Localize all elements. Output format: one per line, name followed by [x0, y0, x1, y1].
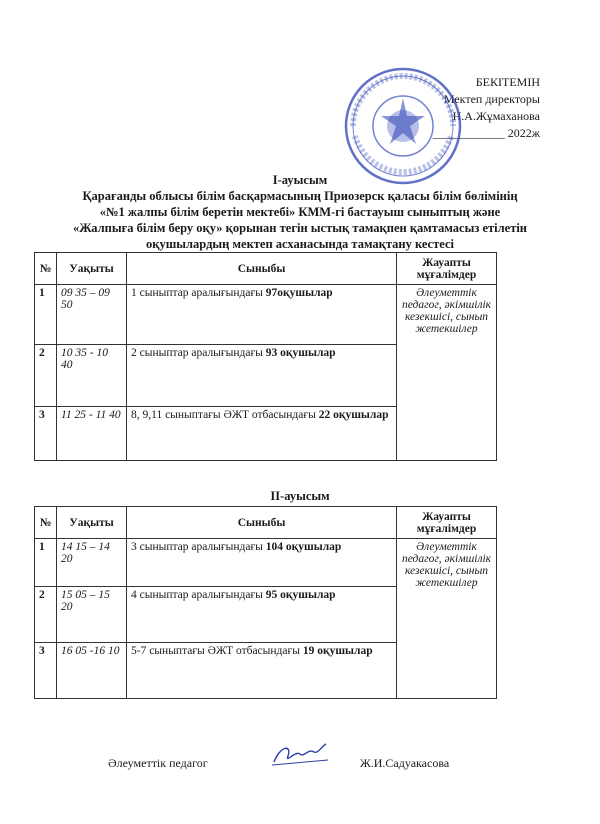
schedule-table-shift2 [34, 506, 497, 699]
table-row: 3 11 25 - 11 40 8, 9,11 сыныптағы ӘЖТ отбасындағы 22 оқушылар [35, 407, 497, 461]
col-time: Уақыты [57, 507, 127, 539]
col-num: № [35, 507, 57, 539]
col-responsible: Жауапты мұғалімдер [397, 253, 497, 285]
table-row: 2 10 35 - 10 40 2 сыныптар аралығындағы 93 оқушылар [35, 345, 497, 407]
shift1-title: I-ауысым [272, 173, 328, 187]
approval-title: БЕКІТЕМІН [475, 75, 540, 89]
heading-line1: Қарағанды облысы білім басқармасының Приозерск қаласы білім бөлімінің [82, 189, 518, 203]
table-row: 1 09 35 – 09 50 1 сыныптар аралығындағы 97оқушылар Әлеуметтік педагог, әкімшілік кезекшісі, сынып жетекшілер [35, 285, 497, 345]
approval-position: Мектеп директоры [443, 92, 540, 106]
col-responsible: Жауапты мұғалімдер [397, 507, 497, 539]
responsible-cell: Әлеуметтік педагог, әкімшілік кезекшісі, сынып жетекшілер [397, 285, 497, 461]
table-row: 3 16 05 -16 10 5-7 сыныптағы ӘЖТ отбасындағы 19 оқушылар [35, 643, 497, 699]
schedule-table-shift1 [34, 252, 497, 461]
official-seal-icon [343, 66, 463, 186]
responsible-cell: Әлеуметтік педагог, әкімшілік кезекшісі, сынып жетекшілер [397, 539, 497, 699]
document-heading [20, 172, 580, 252]
heading-line4: оқушылардың мектеп асханасында тамақтану кестесі [146, 237, 454, 251]
approval-date: ____________ 2022ж [432, 126, 540, 140]
shift2-title: II-ауысым [270, 489, 330, 503]
col-num: № [35, 253, 57, 285]
footer-name: Ж.И.Садуакасова [360, 756, 450, 770]
heading-line2: «№1 жалпы білім беретін мектебі» КММ-гі бастауыш сыныптың және [99, 205, 501, 219]
table-row: 1 14 15 – 14 20 3 сыныптар аралығындағы 104 оқушылар Әлеуметтік педагог, әкімшілік кезекшісі, сынып жетекшілер [35, 539, 497, 587]
signature-icon [270, 740, 330, 770]
col-time: Уақыты [57, 253, 127, 285]
col-class: Сыныбы [127, 507, 397, 539]
col-class: Сыныбы [127, 253, 397, 285]
footer-role: Әлеуметтік педагог [108, 756, 208, 770]
heading-line3: «Жалпыға білім беру оқу» қорынан тегін ыстық тамақпен қамтамасыз етілетін [72, 221, 528, 235]
approval-name: Н.А.Жұмаханова [452, 109, 540, 123]
table-row: 2 15 05 – 15 20 4 сыныптар аралығындағы 95 оқушылар [35, 587, 497, 643]
